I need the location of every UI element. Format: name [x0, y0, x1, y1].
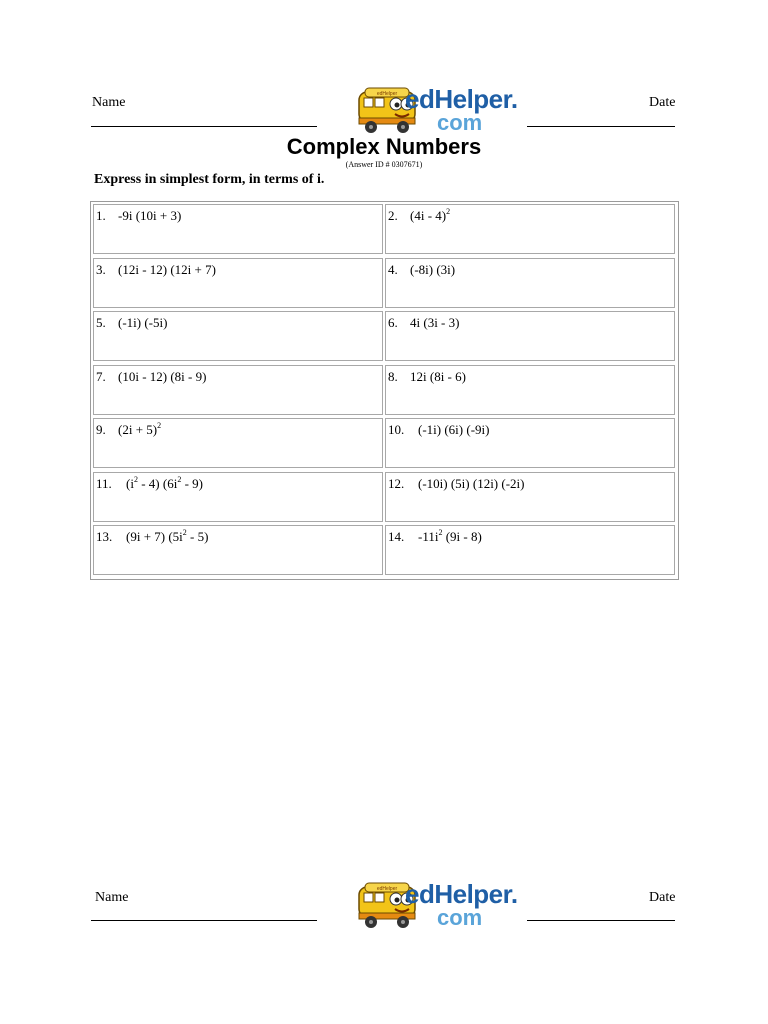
problem-cell [385, 418, 675, 468]
exponent: 2 [133, 475, 138, 484]
problem-expression [410, 262, 455, 278]
expression-text: 4i (3i - 3) [410, 315, 460, 330]
expression-text: (4i - 4) [410, 208, 447, 223]
problem-expression [118, 422, 161, 438]
problem-number: 14. [388, 529, 405, 544]
expression-text: (-1i) (-5i) [118, 315, 168, 330]
problem-number: 6. [388, 315, 398, 330]
problem-expression [118, 262, 216, 278]
problem-expression [126, 529, 208, 545]
date-line [527, 126, 675, 127]
expression-text: (9i + 7) (5i [126, 529, 183, 544]
problem-number: 12. [388, 476, 405, 491]
problem-expression [126, 476, 203, 492]
name-label: Name [95, 890, 129, 905]
bus-sign: edHelper [376, 886, 398, 892]
exponent: 2 [446, 207, 451, 216]
expression-text: - 4) (6i [137, 476, 178, 491]
problem-expression [118, 315, 167, 331]
expression-text: (10i - 12) (8i - 9) [118, 369, 207, 384]
problem-number: 11. [96, 476, 112, 491]
problem-cell [93, 258, 383, 308]
problem-cell [93, 311, 383, 361]
problem-cell [385, 311, 675, 361]
problem-number: 8. [388, 369, 398, 384]
exponent: 2 [182, 528, 187, 537]
date-label: Date [649, 890, 676, 905]
expression-text: (i [126, 476, 134, 491]
expression-text: - 9) [181, 476, 203, 491]
problem-cell [385, 204, 675, 254]
problem-cell [93, 204, 383, 254]
exponent: 2 [157, 421, 162, 430]
problem-number: 13. [96, 529, 113, 544]
problem-expression [118, 208, 181, 224]
expression-text: (9i - 8) [442, 529, 482, 544]
problem-number: 3. [96, 262, 106, 277]
problem-number: 7. [96, 369, 106, 384]
name-label: Name [92, 95, 126, 110]
bus-sign: edHelper [376, 91, 398, 97]
name-line [91, 920, 317, 921]
problem-number: 5. [96, 315, 106, 330]
problem-number: 9. [96, 422, 106, 437]
problem-cell [93, 525, 383, 575]
expression-text: (-1i) (6i) (-9i) [418, 422, 490, 437]
date-label: Date [649, 95, 676, 110]
problem-cell [385, 258, 675, 308]
logo-subtext: com [437, 110, 483, 135]
exponent: 2 [177, 475, 182, 484]
exponent: 2 [438, 528, 443, 537]
date-line [527, 920, 675, 921]
edhelper-logo [355, 875, 518, 935]
problem-cell [385, 472, 675, 522]
problem-cell [93, 472, 383, 522]
problem-number: 1. [96, 208, 106, 223]
problem-expression [410, 369, 466, 385]
logo-subtext: com [437, 905, 483, 930]
problem-cell [93, 365, 383, 415]
problem-expression [418, 422, 489, 438]
problem-expression [418, 476, 525, 492]
problem-number: 10. [388, 422, 405, 437]
edhelper-logo [355, 80, 518, 140]
expression-text: -9i (10i + 3) [118, 208, 182, 223]
page-footer [0, 875, 768, 955]
problem-expression [418, 529, 482, 545]
problem-number: 4. [388, 262, 398, 277]
problem-expression [410, 315, 459, 331]
logo-text: edHelper. [405, 879, 518, 909]
logo-text: edHelper. [405, 84, 518, 114]
problem-expression [118, 369, 206, 385]
problem-grid [90, 201, 679, 580]
expression-text: (2i + 5) [118, 422, 158, 437]
instructions: Express in simplest form, in terms of i. [94, 172, 325, 187]
problem-cell [385, 525, 675, 575]
name-line [91, 126, 317, 127]
expression-text: -11i [418, 529, 439, 544]
problem-cell [385, 365, 675, 415]
expression-text: 12i (8i - 6) [410, 369, 466, 384]
expression-text: (12i - 12) (12i + 7) [118, 262, 216, 277]
problem-cell [93, 418, 383, 468]
answer-id: (Answer ID # 0307671) [345, 160, 423, 169]
expression-text: (-8i) (3i) [410, 262, 456, 277]
problem-expression [410, 208, 450, 224]
problem-number: 2. [388, 208, 398, 223]
expression-text: (-10i) (5i) (12i) (-2i) [418, 476, 525, 491]
page-title: Complex Numbers [286, 134, 482, 159]
expression-text: - 5) [186, 529, 209, 544]
